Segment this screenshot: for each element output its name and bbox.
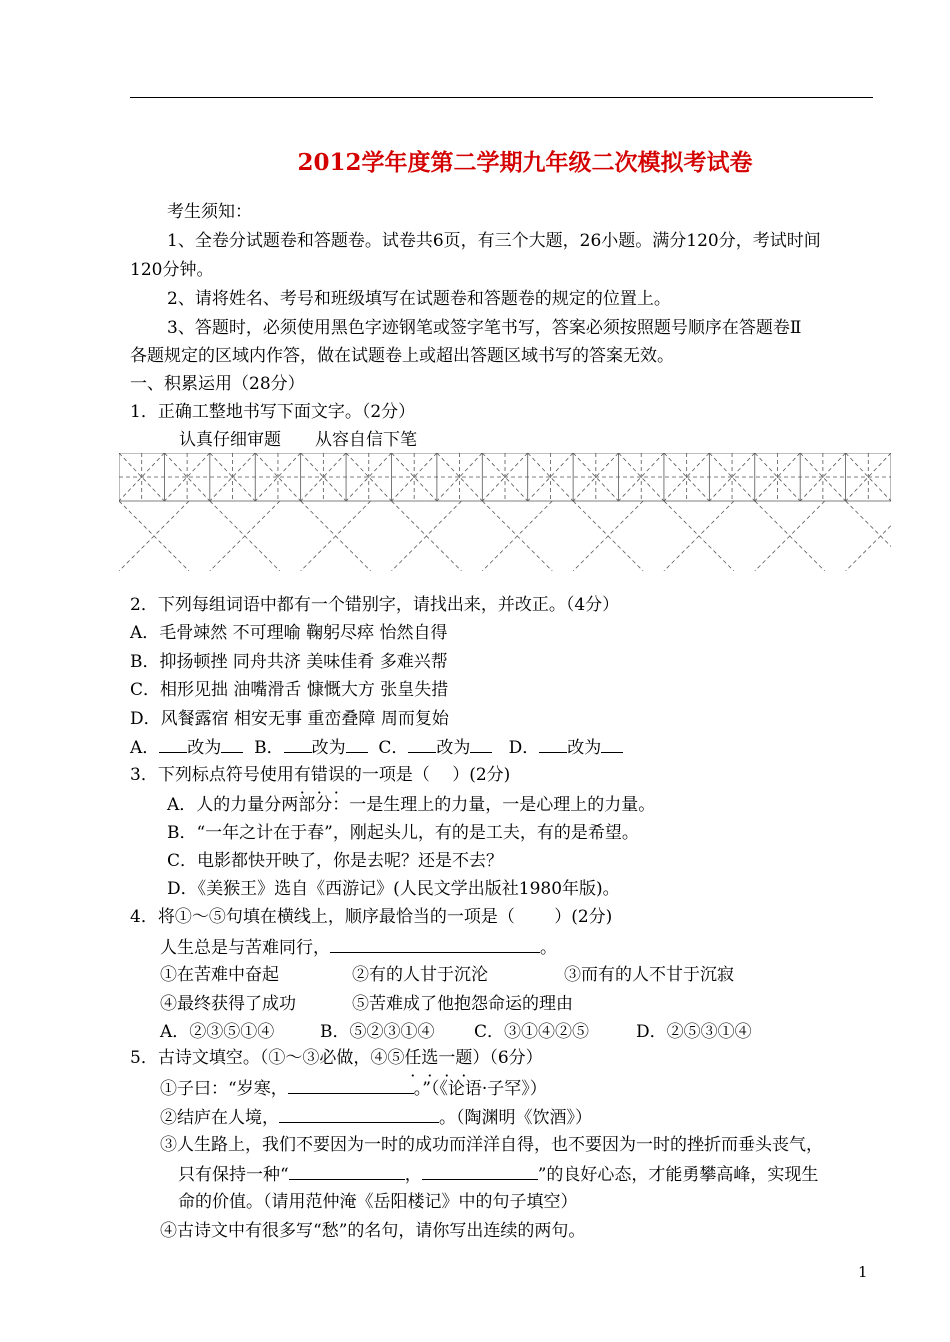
- dotted-char: 题: [455, 1048, 473, 1068]
- question-4-sentence-5: ⑤苦难成了他抱怨命运的理由: [352, 994, 573, 1014]
- writing-grid[interactable]: [119, 453, 891, 571]
- question-2-option-d: D．风餐露宿 相安无事 重峦叠障 周而复始: [130, 709, 449, 729]
- question-3-option-c: C．电影都快开映了，你是去呢？还是不去？: [167, 851, 504, 871]
- dotted-char: 错: [310, 765, 328, 785]
- answer-blank[interactable]: [289, 1163, 405, 1180]
- question-2-stem: 2．下列每组词语中都有一个错别字，请找出来，并改正。（4分）: [130, 595, 620, 615]
- question-4-sentence-1: ①在苦难中奋起: [160, 965, 279, 985]
- dotted-char: 一: [438, 1048, 456, 1068]
- answer-blank[interactable]: [408, 736, 436, 753]
- question-5-part-3: ③人生路上，我们不要因为一时的成功而洋洋自得，也不要因为一时的挫折而垂头丧气，: [160, 1135, 823, 1155]
- notice-item-3-cont: 各题规定的区域内作答，做在试题卷上或超出答题区域书写的答案无效。: [130, 346, 674, 366]
- answer-blank[interactable]: [279, 1106, 439, 1123]
- notice-item-1-cont: 120分钟。: [130, 260, 214, 280]
- dotted-char: 任: [404, 1048, 422, 1068]
- dotted-char: 有: [293, 765, 311, 785]
- question-4-option-a: A．②③⑤①④: [160, 1022, 275, 1042]
- question-2-answer-row: A． 改为 B． 改为 C． 改为 D． 改为: [130, 736, 623, 759]
- answer-blank[interactable]: [601, 736, 623, 753]
- dotted-char: 选: [421, 1048, 439, 1068]
- grid-lattice-line: [846, 501, 891, 571]
- answer-blank[interactable]: [539, 736, 567, 753]
- question-5-part-1: ①子曰：“岁寒， 。”（《论语·子罕》）: [160, 1079, 547, 1099]
- answer-blank[interactable]: [288, 1077, 414, 1094]
- dotted-char: 误: [327, 765, 345, 785]
- question-3-option-d: D．《美猴王》选自《西游记》(人民文学出版社1980年版)。: [167, 879, 620, 899]
- grid-lattice-line: [846, 501, 891, 571]
- question-5-part-3-note: 命的价值。（请用范仲淹《岳阳楼记》中的句子填空）: [178, 1192, 578, 1212]
- question-4-sentence-3: ③而有的人不甘于沉寂: [564, 965, 734, 985]
- question-4-sentence: 人生总是与苦难同行， 。: [160, 938, 557, 958]
- answer-blank[interactable]: [221, 736, 243, 753]
- question-4-sentence-4: ④最终获得了成功: [160, 994, 296, 1014]
- question-5-part-3-cont: 只有保持一种“ ， ”的良好心态，才能勇攀高峰，实现生: [178, 1165, 819, 1185]
- question-3-option-b: B．“一年之计在于春”，刚起头儿，有的是工夫，有的是希望。: [167, 823, 639, 843]
- answer-blank[interactable]: [470, 736, 492, 753]
- section-heading-1: 一、积累运用（28分）: [130, 374, 305, 394]
- answer-blank[interactable]: [284, 736, 312, 753]
- question-2-option-c: C．相形见拙 油嘴滑舌 慷慨大方 张皇失措: [130, 680, 449, 700]
- notice-item-3: 3、答题时，必须使用黑色字迹钢笔或签字笔书写，答案必须按照题号顺序在答题卷Ⅱ: [167, 318, 802, 338]
- page-title: 2012学年度第二学期九年级二次模拟考试卷: [297, 149, 753, 176]
- emphasis-dotted: [294, 765, 345, 785]
- question-4-stem: 4．将①～⑤句填在横线上，顺序最恰当的一项是（ ）(2分): [130, 907, 613, 927]
- question-2-option-b: B．抑扬顿挫 同舟共济 美味佳肴 多难兴帮: [130, 652, 448, 672]
- answer-blank[interactable]: [346, 736, 368, 753]
- question-4-option-b: B．⑤②③①④: [320, 1022, 435, 1042]
- answer-blank[interactable]: [422, 1163, 538, 1180]
- question-5-stem: 5．古诗文填空。（①～③必做，④⑤任选一题）（6分）: [130, 1048, 543, 1068]
- writing-grid-svg: [119, 453, 891, 571]
- page-number: 1: [858, 1263, 868, 1281]
- question-3-option-a: A．人的力量分两部分：一是生理上的力量，一是心理上的力量。: [167, 795, 656, 815]
- question-5-part-4: ④古诗文中有很多写“愁”的名句，请你写出连续的两句。: [160, 1221, 586, 1241]
- question-4-option-c: C．③①④②⑤: [474, 1022, 590, 1042]
- notice-heading: 考生须知：: [167, 202, 252, 222]
- answer-blank[interactable]: [159, 736, 187, 753]
- header-rule: [130, 97, 873, 98]
- notice-item-2: 2、请将姓名、考号和班级填写在试题卷和答题卷的规定的位置上。: [167, 289, 671, 309]
- question-4-option-d: D．②⑤③①④: [636, 1022, 752, 1042]
- question-1-stem: 1．正确工整地书写下面文字。（2分）: [130, 402, 416, 422]
- emphasis-dotted: [404, 1048, 472, 1068]
- notice-item-1: 1、全卷分试题卷和答题卷。试卷共6页，有三个大题，26小题。满分120分，考试时间: [167, 231, 821, 251]
- question-3-stem: 3．下列标点符号使用有错误的一项是（ ）(2分): [130, 765, 511, 785]
- question-4-sentence-2: ②有的人甘于沉沦: [352, 965, 488, 985]
- question-2-option-a: A．毛骨竦然 不可理喻 鞠躬尽瘁 怡然自得: [130, 623, 448, 643]
- answer-blank[interactable]: [330, 936, 540, 953]
- question-5-part-2: ②结庐在人境， 。（陶渊明《饮酒》）: [160, 1108, 592, 1128]
- question-1-text: 认真仔细审题 从容自信下笔: [179, 430, 417, 450]
